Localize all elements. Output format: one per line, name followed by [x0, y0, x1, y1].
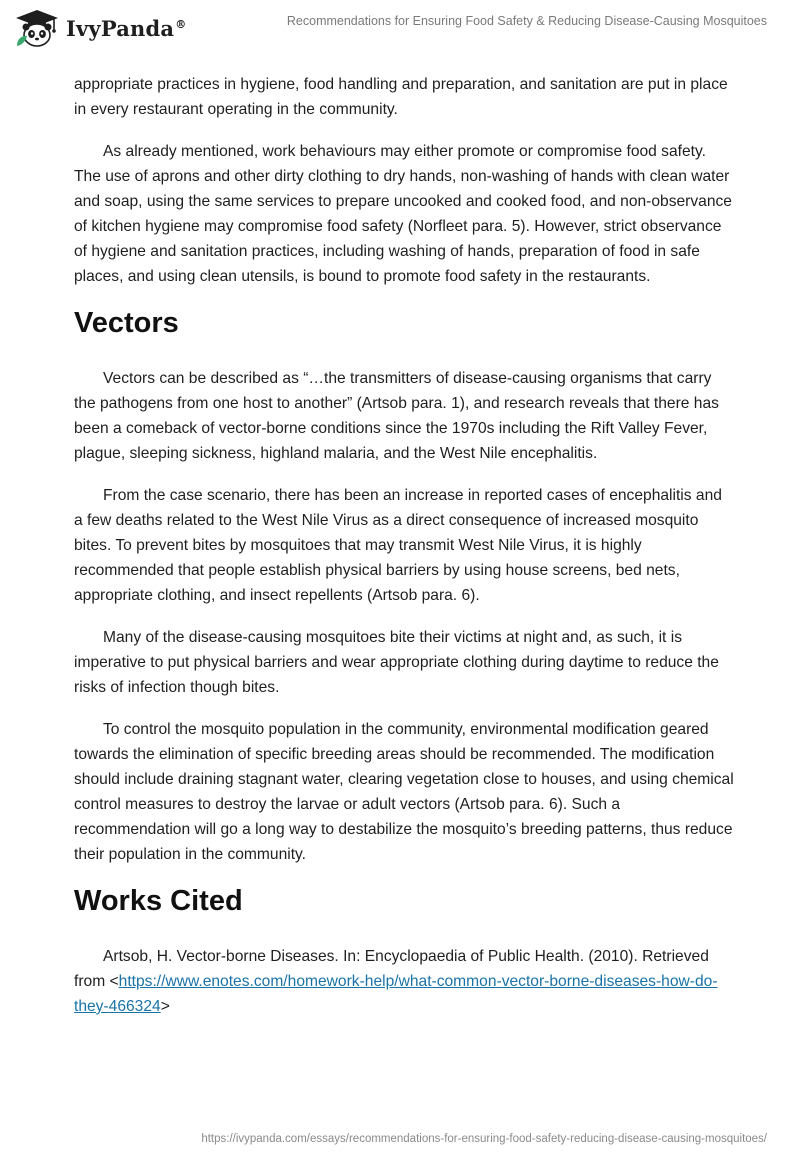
- essay-body: [74, 72, 734, 1036]
- page-header: [0, 0, 800, 60]
- panda-graduate-icon: [14, 8, 60, 48]
- footer-page-url: https://ivypanda.com/essays/recommendations-for-ensuring-food-safety-reducing-disease-causing-mosquitoes/: [201, 1133, 767, 1145]
- paragraph-population-control: To control the mosquito population in the community, environmental modification geared towards the elimination of specific breeding areas should be recommended. The modification should include draining stagnant water, clearing vegetation close to houses, and using chemical control measures to destroy the larvae or adult vectors (Artsob para. 6). Such a recommendation will go a long way to destabilize the mosquito’s breeding patterns, thus reduce their population in the community.: [74, 721, 734, 863]
- citation-close: >: [160, 998, 170, 1015]
- ivypanda-logo[interactable]: [14, 8, 186, 48]
- logo-wordmark: IvyPanda®: [66, 15, 187, 41]
- citation-link[interactable]: https://www.enotes.com/homework-help/what-common-vector-borne-diseases-how-do-they-466324: [74, 973, 718, 1015]
- document-title: Recommendations for Ensuring Food Safety & Reducing Disease-Causing Mosquitoes: [286, 14, 767, 28]
- citation-text: Artsob, H. Vector-borne Diseases. In: Encyclopaedia of Public Health. (2010). Retrieved from <: [74, 948, 709, 990]
- registered-mark: ®: [175, 17, 187, 31]
- paragraph-vectors-definition: Vectors can be described as “…the transmitters of disease-causing organisms that carry the pathogens from one host to another” (Artsob para. 1), and research reveals that there has been a comeback of vector-borne conditions since the 1970s including the Rift Valley Fever, plague, sleeping sickness, highland malaria, and the West Nile encephalitis.: [74, 370, 719, 462]
- paragraph-night-bites: Many of the disease-causing mosquitoes bite their victims at night and, as such, it is imperative to put physical barriers and wear appropriate clothing during daytime to reduce the risks of infection though bites.: [74, 629, 719, 696]
- paragraph-case-scenario: From the case scenario, there has been an increase in reported cases of encephalitis and a few deaths related to the West Nile Virus as a direct consequence of increased mosquito bites. To prevent bites by mosquitoes that may transmit West Nile Virus, it is highly recommended that people establish physical barriers by using house screens, bed nets, appropriate clothing, and insect repellents (Artsob para. 6).: [74, 487, 722, 604]
- paragraph-work-behaviours: As already mentioned, work behaviours may either promote or compromise food safety. The use of aprons and other dirty clothing to dry hands, non-washing of hands with clean water and soap, using the same services to prepare uncooked and cooked food, and non-observance of kitchen hygiene may compromise food safety (Norfleet para. 5). However, strict observance of hygiene and sanitation practices, including washing of hands, preparation of food in safe places, and using clean utensils, is bound to promote food safety in the restaurants.: [74, 143, 732, 285]
- heading-works-cited: Works Cited: [74, 885, 243, 917]
- heading-vectors: Vectors: [74, 307, 179, 339]
- paragraph-intro-tail: appropriate practices in hygiene, food handling and preparation, and sanitation are put in place in every restaurant operating in the community.: [74, 76, 728, 118]
- citation-artsob: [74, 944, 734, 1019]
